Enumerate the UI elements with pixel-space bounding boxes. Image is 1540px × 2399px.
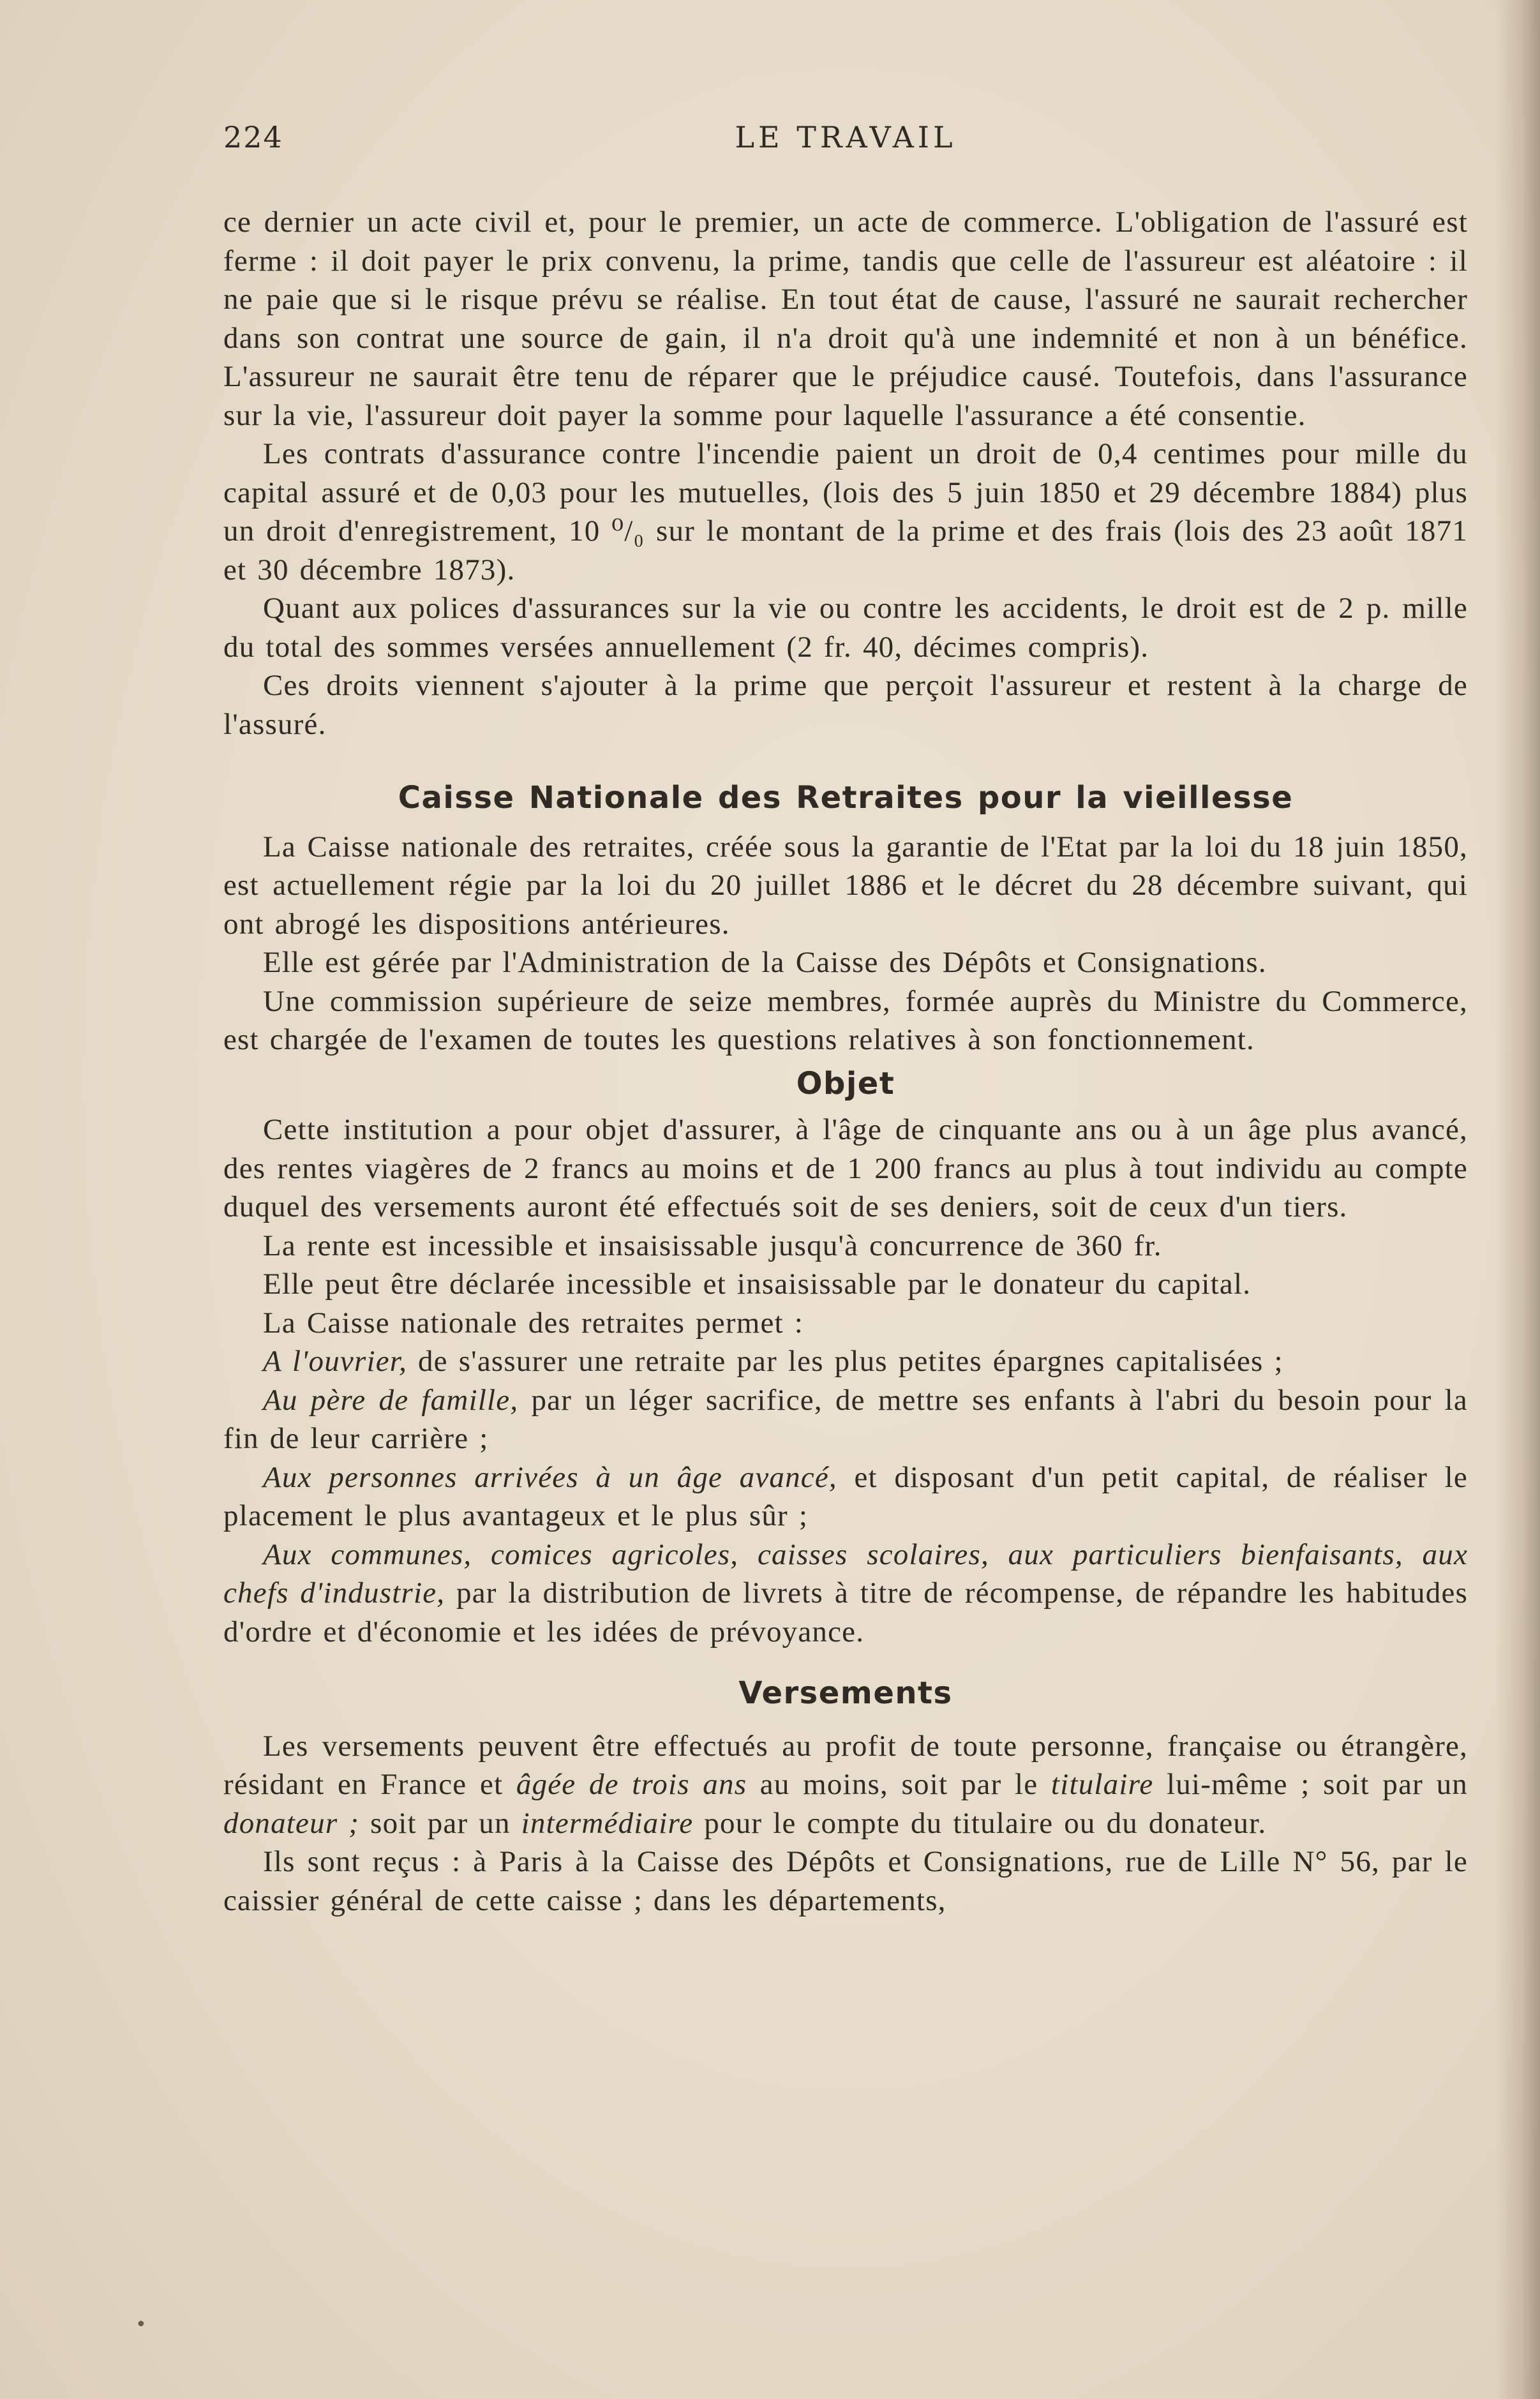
list-item-lead: A l'ouvrier, xyxy=(263,1345,408,1378)
emphasis-titulaire: titulaire xyxy=(1050,1768,1154,1801)
list-item-personnes-agees xyxy=(223,1458,1468,1536)
paragraph-objet-rente: La rente est incessible et insaisissable jusqu'à concurrence de 360 fr. xyxy=(263,1229,1162,1262)
section-title-objet: Objet xyxy=(796,1065,895,1102)
list-item-text: par la distribution de livrets à titre de récompense, de répandre les habitudes d'ordre et d'économie et les idées de prévoyance. xyxy=(223,1576,1469,1648)
page-number: 224 xyxy=(223,120,283,154)
margin-mark: • xyxy=(135,2313,147,2336)
section-title-versements: Versements xyxy=(738,1675,953,1711)
section-title-caisse-nationale: Caisse Nationale des Retraites pour la vieillesse xyxy=(398,780,1294,816)
emphasis-donateur: donateur ; xyxy=(223,1806,360,1840)
paragraph-continuation: ce dernier un acte civil et, pour le premier, un acte de commerce. L'obligation de l'assuré est ferme : il doit payer le prix convenu, la prime, tandis que celle de l'assureur est aléatoire : il ne paie que si le risque prévu se réalise. En tout état de cause, l'assuré ne saurait rechercher dans son contrat une source de gain, il n'a droit qu'à une indemnité et non à un bénéfice. L'assureur ne saurait être tenu de réparer que le préjudice causé. Toutefois, dans l'assurance sur la vie, l'assureur doit payer la somme pour laquelle l'assurance a été consentie. xyxy=(223,206,1468,432)
paragraph-objet-donateur: Elle peut être déclarée incessible et insaisissable par le donateur du capital. xyxy=(263,1267,1252,1301)
paragraph-caisse-gestion: Elle est gérée par l'Administration de la Caisse des Dépôts et Consignations. xyxy=(263,946,1267,979)
paragraph-objet-permet: La Caisse nationale des retraites permet : xyxy=(263,1306,804,1340)
text-run: Les versements peuvent être effectués au profit de toute personne, française ou étrangère, résidant en France et xyxy=(223,1729,1468,1801)
text-run: pour le compte du titulaire ou du donateur. xyxy=(693,1806,1267,1840)
list-item-lead: Aux personnes arrivées à un âge avancé, xyxy=(263,1460,837,1494)
list-item-ouvrier xyxy=(223,1342,1468,1381)
paragraph-droits: Ces droits viennent s'ajouter à la prime que perçoit l'assureur et restent à la charge de l'assuré. xyxy=(223,669,1468,741)
paragraph-objet-institution: Cette institution a pour objet d'assurer, à l'âge de cinquante ans ou à un âge plus avancé, des rentes viagères de 2 francs au moins et de 1 200 francs au plus à tout individu au compte duquel des versements auront été effectués soit de ses deniers, soit de ceux d'un tiers. xyxy=(223,1113,1468,1223)
page-body xyxy=(223,203,1468,1920)
text-run: au moins, soit par le xyxy=(747,1768,1051,1801)
text-run: lui-même ; soit par un xyxy=(1153,1768,1468,1801)
paragraph-versements-lieux: Ils sont reçus : à Paris à la Caisse des Dépôts et Consignations, rue de Lille N° 56, par le caissier général de cette caisse ; dans les départements, xyxy=(223,1845,1468,1917)
list-item-lead: Aux communes, comices agricoles, caisses scolaires, aux particuliers bienfaisants, aux chefs d'industrie, xyxy=(223,1537,1468,1610)
paragraph-versements-profit xyxy=(223,1727,1468,1843)
list-item-pere-famille xyxy=(223,1381,1468,1458)
list-item-communes xyxy=(223,1536,1468,1652)
list-item-text: de s'assurer une retraite par les plus petites épargnes capitalisées ; xyxy=(407,1345,1283,1378)
paragraph-polices-vie: Quant aux polices d'assurances sur la vie ou contre les accidents, le droit est de 2 p. mille du total des sommes versées annuellement (2 fr. 40, décimes compris). xyxy=(223,592,1468,664)
text-run: soit par un xyxy=(359,1806,521,1840)
emphasis-intermediaire: intermédiaire xyxy=(521,1806,694,1840)
paragraph-caisse-commission: Une commission supérieure de seize membres, formée auprès du Ministre du Commerce, est chargée de l'examen de toutes les questions relatives à son fonctionnement. xyxy=(223,984,1468,1056)
running-title: LE TRAVAIL xyxy=(735,120,957,154)
paragraph-caisse-creation: La Caisse nationale des retraites, créée sous la garantie de l'Etat par la loi du 18 juin 1850, est actuellement régie par la loi du 20 juillet 1886 et le décret du 28 décembre suivant, qui ont abrogé les dispositions antérieures. xyxy=(223,830,1468,941)
binding-shadow xyxy=(1495,0,1540,2399)
list-item-text: et disposant d'un petit capital, de réaliser le placement le plus avantageux et le plus sûr ; xyxy=(223,1460,1468,1532)
list-item-text: par un léger sacrifice, de mettre ses enfants à l'abri du besoin pour la fin de leur carrière ; xyxy=(223,1383,1468,1455)
list-item-lead: Au père de famille, xyxy=(263,1383,519,1417)
emphasis-age: âgée de trois ans xyxy=(516,1768,747,1801)
page-header xyxy=(223,120,1468,165)
paragraph-incendie: Les contrats d'assurance contre l'incendie paient un droit de 0,4 centimes pour mille du capital assuré et de 0,03 pour les mutuelles, (lois des 5 juin 1850 et 29 décembre 1884) plus un droit d'enregistrement, 10 ⁰/₀ sur le montant de la prime et des frais (lois des 23 août 1871 et 30 décembre 1873). xyxy=(223,437,1468,587)
